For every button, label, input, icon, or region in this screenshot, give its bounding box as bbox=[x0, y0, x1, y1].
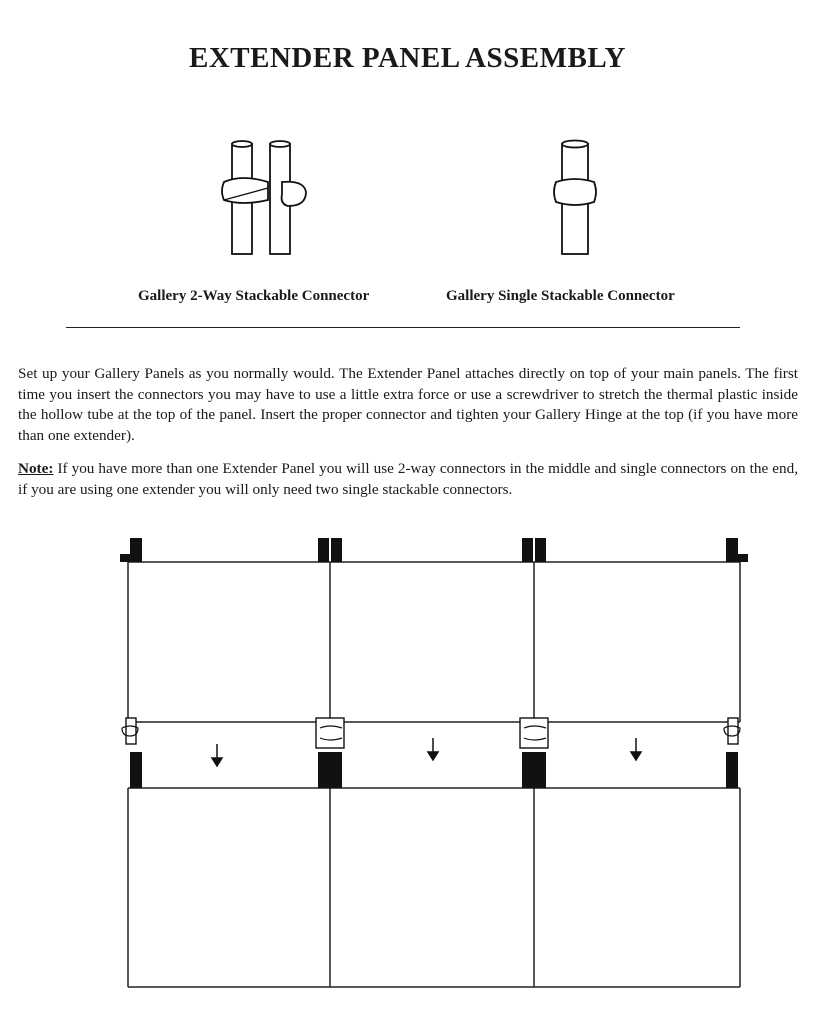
instructions-paragraph: Set up your Gallery Panels as you normally would. The Extender Panel attaches directly on top of your main panels. The first time you insert the connectors you may have to use a little extra force or use a screwdriver to stretch the thermal plastic inside the hollow tube at the top of the panel. Insert the proper connector and tighten your Gallery Hinge at the top (if you have more than one extender). bbox=[18, 365, 798, 444]
divider bbox=[66, 327, 740, 328]
note-paragraph bbox=[18, 459, 798, 500]
single-connector-caption: Gallery Single Stackable Connector bbox=[446, 288, 675, 304]
note-label: Note: bbox=[18, 460, 54, 477]
note-text: If you have more than one Extender Panel you will use 2-way connectors in the middle and single connectors on the end, if you are using one extender you will only need two single stackable connectors. bbox=[18, 460, 798, 498]
single-connector-icon bbox=[548, 136, 604, 260]
two-way-connector-icon bbox=[216, 136, 316, 260]
page-title: EXTENDER PANEL ASSEMBLY bbox=[189, 42, 626, 74]
two-way-connector-caption: Gallery 2-Way Stackable Connector bbox=[138, 288, 370, 304]
panel-assembly-diagram-icon bbox=[110, 532, 750, 997]
